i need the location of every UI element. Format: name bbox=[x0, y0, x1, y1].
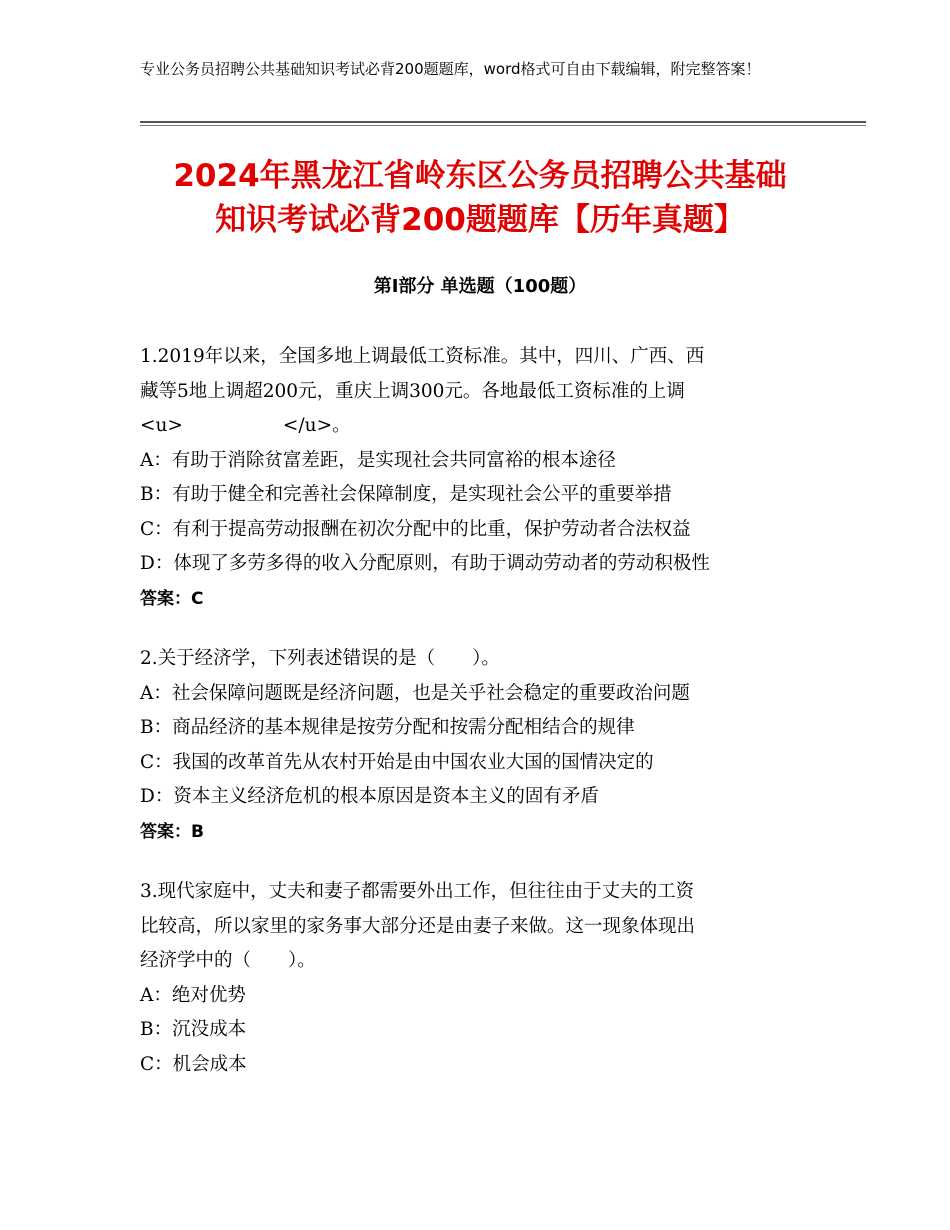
question-stem-line: 藏等5地上调超200元，重庆上调300元。各地最低工资标准的上调 bbox=[140, 380, 685, 402]
option-a: A：有助于消除贫富差距，是实现社会共同富裕的根本途径 bbox=[140, 449, 616, 471]
answer: 答案：B bbox=[140, 821, 204, 842]
answer: 答案：C bbox=[140, 588, 204, 609]
option-c: C：我国的改革首先从农村开始是由中国农业大国的国情决定的 bbox=[140, 751, 654, 773]
question-stem-line: 2.关于经济学，下列表述错误的是（ ）。 bbox=[140, 648, 500, 669]
header-rule-thick bbox=[140, 121, 866, 123]
option-d: D：资本主义经济危机的根本原因是资本主义的固有矛盾 bbox=[140, 786, 599, 807]
question-1 bbox=[140, 340, 820, 616]
header-note: 专业公务员招聘公共基础知识考试必背200题题库，word格式可自由下载编辑，附完整答案！ bbox=[140, 60, 761, 78]
question-stem-line: 比较高，所以家里的家务事大部分还是由妻子来做。这一现象体现出 bbox=[140, 915, 696, 937]
option-b: B：沉没成本 bbox=[140, 1019, 247, 1040]
question-2 bbox=[140, 642, 820, 849]
option-c: C：机会成本 bbox=[140, 1053, 247, 1075]
document-title-line-2: 知识考试必背200题题库【历年真题】 bbox=[215, 202, 745, 238]
question-stem-line: 1.2019年以来，全国多地上调最低工资标准。其中，四川、广西、西 bbox=[140, 346, 705, 367]
option-b: B：有助于健全和完善社会保障制度，是实现社会公平的重要举措 bbox=[140, 484, 672, 505]
option-c: C：有利于提高劳动报酬在初次分配中的比重，保护劳动者合法权益 bbox=[140, 518, 691, 540]
question-stem-line: 3.现代家庭中，丈夫和妻子都需要外出工作，但往往由于丈夫的工资 bbox=[140, 881, 695, 902]
option-a: A：社会保障问题既是经济问题，也是关乎社会稳定的重要政治问题 bbox=[140, 682, 690, 704]
question-stem-tail bbox=[140, 409, 820, 444]
stem-tail-open: <u> bbox=[140, 415, 183, 436]
document-title-line-1: 2024年黑龙江省岭东区公务员招聘公共基础 bbox=[173, 158, 787, 194]
question-list bbox=[140, 340, 820, 1108]
stem-tail-close: </u>。 bbox=[282, 415, 351, 436]
header-rule-thin bbox=[140, 125, 866, 126]
question-3 bbox=[140, 875, 820, 1082]
document-title bbox=[110, 154, 850, 242]
option-d: D：体现了多劳多得的收入分配原则，有助于调动劳动者的劳动积极性 bbox=[140, 553, 710, 574]
question-stem-line: 经济学中的（ ）。 bbox=[140, 950, 316, 971]
option-a: A：绝对优势 bbox=[140, 984, 246, 1006]
option-b: B：商品经济的基本规律是按劳分配和按需分配相结合的规律 bbox=[140, 717, 635, 738]
section-heading: 第Ⅰ部分 单选题（100题） bbox=[373, 276, 587, 297]
